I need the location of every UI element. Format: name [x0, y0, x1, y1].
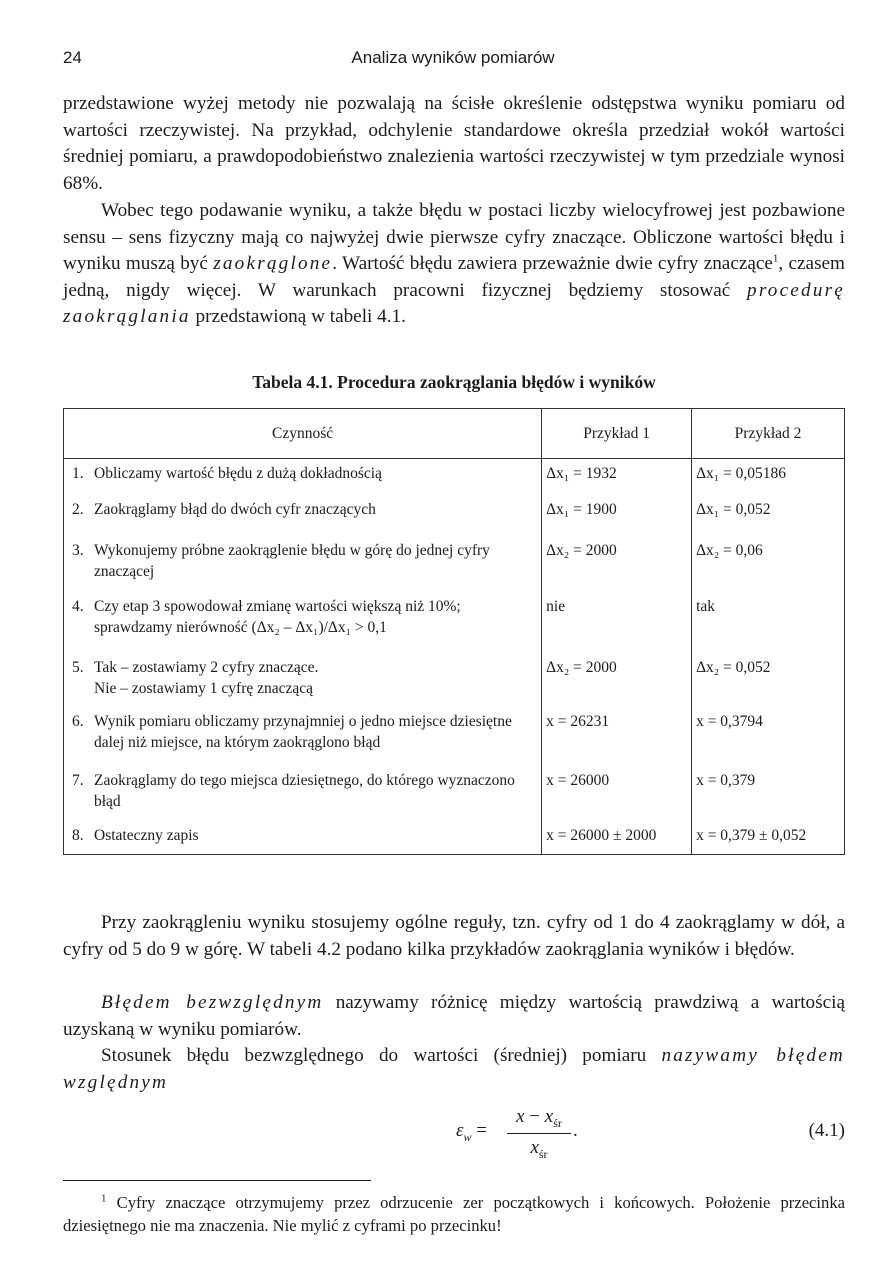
example-2-cell: x = 0,379 ± 0,052: [692, 821, 845, 855]
example-2-cell: Δx₁ = 0,052: [692, 495, 845, 536]
table-row: [64, 592, 845, 653]
example-2-cell: x = 0,379: [692, 766, 845, 821]
step-description: Zaokrąglamy do tego miejsca dziesiętnego, do którego wyznaczono błąd: [94, 771, 515, 810]
step-description: Wynik pomiaru obliczamy przynajmniej o jedno miejsce dziesiętne dalej niż miejsce, na którym zaokrąglono błąd: [94, 712, 512, 751]
equals-sign: =: [476, 1120, 487, 1141]
text-run: , czasem jedną, nigdy więcej. W warunkach pracowni fizycznej będziemy stosować: [63, 253, 845, 301]
table-header-row: [64, 409, 845, 459]
example-1-cell: Δx₂ = 2000: [542, 653, 692, 707]
step-number: 6.: [72, 712, 84, 730]
fraction-numerator: [507, 1106, 571, 1133]
example-1-cell: x = 26231: [542, 707, 692, 766]
example-1-cell: Δx₂ = 2000: [542, 536, 692, 592]
column-header-example-2: Przykład 2: [692, 409, 845, 459]
table-row: [64, 459, 845, 495]
action-cell: [64, 536, 542, 592]
footnote-separator: [63, 1180, 371, 1181]
example-2-cell: Δx₁ = 0,05186: [692, 459, 845, 495]
step-description: Zaokrąglamy błąd do dwóch cyfr znaczących: [94, 500, 376, 518]
example-2-cell: x = 0,3794: [692, 707, 845, 766]
action-cell: [64, 459, 542, 495]
action-cell: [64, 495, 542, 536]
step-number: 8.: [72, 826, 84, 844]
step-number: 5.: [72, 658, 84, 676]
table-caption: Tabela 4.1. Procedura zaokrąglania błędów i wyników: [252, 372, 656, 392]
action-cell: [64, 766, 542, 821]
text-run: . Wartość błędu zawiera przeważnie dwie cyfry znaczące: [332, 253, 773, 275]
example-1-cell: nie: [542, 592, 692, 653]
text-run: nazywamy różnicę między wartością prawdziwą a wartością uzyskaną w wyniku pomiarów.: [63, 992, 845, 1040]
text-run: Wobec tego podawanie wyniku, a także błędu w postaci liczby wielocyfrowej jest pozbawione sensu – sens fizyczny mają co najwyżej dwie pierwsze cyfry znaczące. Obliczone wartości błędu i wyniku muszą być: [63, 200, 845, 275]
var-x-mean: x: [544, 1106, 554, 1127]
paragraph-rounding-rules: [63, 910, 845, 963]
fraction-denominator: [507, 1134, 571, 1162]
table-row: [64, 766, 845, 821]
action-cell: [64, 821, 542, 855]
emphasis-relative-error: nazywamy błędem względnym: [63, 1045, 845, 1093]
table-row: [64, 821, 845, 855]
example-1-cell: Δx₁ = 1900: [542, 495, 692, 536]
example-2-cell: Δx₂ = 0,06: [692, 536, 845, 592]
step-description: Ostateczny zapis: [94, 826, 199, 844]
table-row: [64, 536, 845, 592]
footnote-text: Cyfry znaczące otrzymujemy przez odrzucenie zer początkowych i końcowych. Położenie przecinka dziesiętnego nie ma znaczenia. Nie mylić z cyframi po przecinku!: [63, 1193, 845, 1235]
example-2-cell: Δx₂ = 0,052: [692, 653, 845, 707]
example-1-cell: x = 26000 ± 2000: [542, 821, 692, 855]
table-row: [64, 653, 845, 707]
column-header-action: Czynność: [64, 409, 542, 459]
rounding-procedure-table: [63, 408, 845, 855]
paragraph-continuation: [63, 91, 845, 197]
var-x-mean: x: [530, 1136, 539, 1158]
column-header-example-1: Przykład 1: [542, 409, 692, 459]
action-cell: [64, 707, 542, 766]
table-row: [64, 707, 845, 766]
table-body: [64, 459, 845, 855]
paragraph-absolute-error: [63, 990, 845, 1043]
footnote-reference: 1: [772, 252, 779, 265]
step-description: Wykonujemy próbne zaokrąglenie błędu w górę do jednej cyfry znaczącej: [94, 541, 490, 580]
footnote-mark: 1: [101, 1192, 107, 1205]
footnote: [63, 1192, 845, 1237]
equation-number: (4.1): [808, 1120, 845, 1141]
table-row: [64, 495, 845, 536]
step-description: Czy etap 3 spowodował zmianę wartości większą niż 10%; sprawdzamy nierówność (Δx₂ – Δx₁)/Δx₁ > 0,1: [94, 597, 461, 636]
running-header: [63, 48, 843, 72]
emphasis-absolute-error: Błędem bezwzględnym: [101, 992, 324, 1013]
minus-sign: −: [529, 1106, 541, 1127]
text-run: przedstawioną w tabeli 4.1.: [190, 306, 406, 328]
step-number: 3.: [72, 541, 84, 559]
text-run: Stosunek błędu bezwzględnego do wartości (średniej) pomiaru: [101, 1045, 662, 1066]
running-title: Analiza wyników pomiarów: [351, 48, 555, 67]
emphasis-zaokraglone: zaokrąglone: [213, 253, 333, 275]
paragraph-significant-digits: [63, 198, 845, 331]
page-number: 24: [63, 48, 82, 67]
step-number: 2.: [72, 500, 84, 518]
mean-subscript: śr: [538, 1146, 548, 1161]
example-1-cell: x = 26000: [542, 766, 692, 821]
var-x: x: [516, 1106, 525, 1127]
equation-4-1: [63, 1106, 845, 1166]
step-number: 4.: [72, 597, 84, 615]
emphasis-procedure: procedurę zaokrąglania: [63, 279, 845, 328]
step-number: 1.: [72, 465, 84, 482]
step-description: Tak – zostawiamy 2 cyfry znaczące. Nie – zostawiamy 1 cyfrę znaczącą: [94, 658, 319, 697]
lhs-subscript: w: [463, 1129, 472, 1144]
step-description: Obliczamy wartość błędu z dużą dokładnością: [94, 465, 382, 482]
equation-period: .: [573, 1120, 578, 1141]
paragraph-relative-error: [63, 1043, 845, 1096]
example-1-cell: Δx₁ = 1932: [542, 459, 692, 495]
mean-subscript: śr: [553, 1115, 562, 1130]
paragraph-text: Przy zaokrągleniu wyniku stosujemy ogólne reguły, tzn. cyfry od 1 do 4 zaokrąglamy w dół, a cyfry od 5 do 9 w górę. W tabeli 4.2 podano kilka przykładów zaokrąglania wyników i błędów.: [63, 912, 845, 960]
action-cell: [64, 653, 542, 707]
equation-lhs: [456, 1120, 487, 1145]
step-number: 7.: [72, 771, 84, 789]
equation-fraction: [507, 1106, 571, 1162]
example-2-cell: tak: [692, 592, 845, 653]
paragraph-text: przedstawione wyżej metody nie pozwalają na ścisłe określenie odstępstwa wyniku pomiaru od wartości rzeczywistej. Na przykład, odchylenie standardowe określa przedział wokół wartości średniej pomiaru, a prawdopodobieństwo znalezienia wartości rzeczywistej w tym przedziale wynosi 68%.: [63, 93, 845, 194]
epsilon-symbol: ε: [456, 1120, 464, 1141]
action-cell: [64, 592, 542, 653]
